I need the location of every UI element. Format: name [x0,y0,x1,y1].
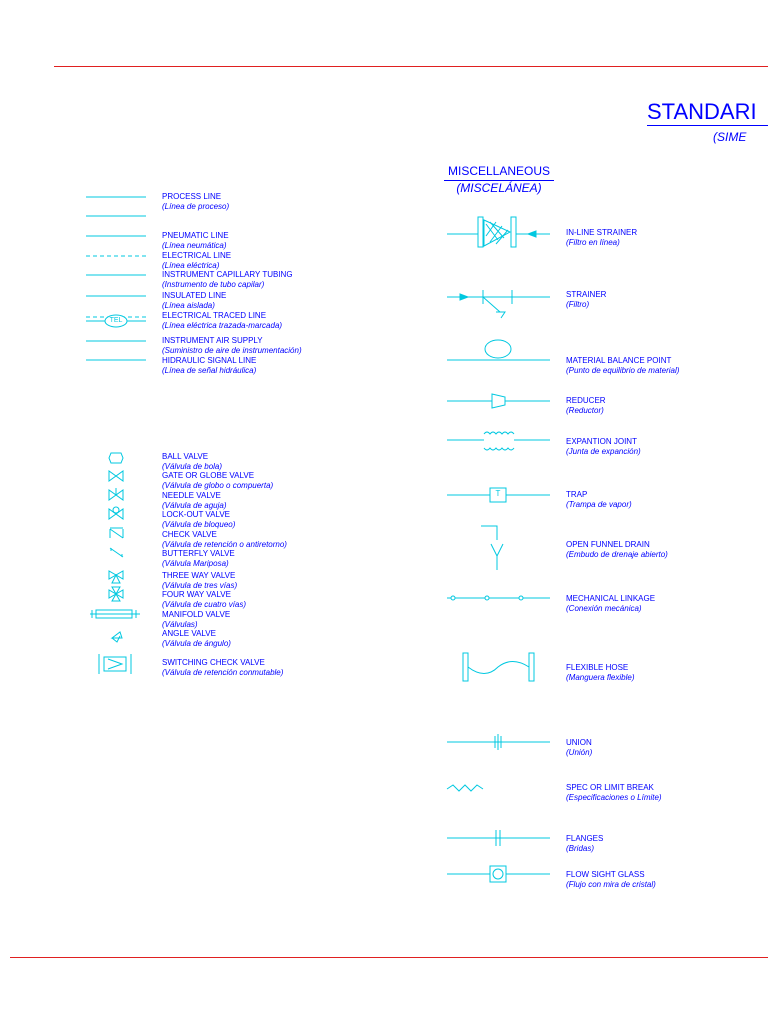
label-manifold-valve: MANIFOLD VALVE (Válvulas) [162,610,231,629]
gate-valve-symbol [109,471,123,481]
label-pneumatic-line: PNEUMATIC LINE (Línea neumática) [162,231,229,250]
lock-out-valve-symbol [109,507,123,519]
union-symbol [447,734,550,750]
process-line-symbol [86,197,146,216]
label-spec-limit-break: SPEC OR LIMIT BREAK (Especificaciones o Límite) [566,783,662,802]
trap-tag: T [495,489,501,498]
flow-sight-glass-symbol [447,866,550,882]
expansion-joint-symbol [447,432,550,450]
spec-limit-break-symbol [447,785,483,791]
label-angle-valve: ANGLE VALVE (Válvula de ángulo) [162,629,231,648]
label-trap: TRAP (Trampa de vapor) [566,490,632,509]
label-material-balance-point: MATERIAL BALANCE POINT (Punto de equilibrio de material) [566,356,680,375]
reducer-symbol [447,394,550,408]
needle-valve-symbol [109,488,123,500]
traced-line-tag: TEL [109,317,123,324]
label-expansion-joint: EXPANTION JOINT (Junta de expanción) [566,437,641,456]
label-insulated-line: INSULATED LINE (Línea aislada) [162,291,227,310]
label-needle-valve: NEEDLE VALVE (Válvula de aguja) [162,491,227,510]
label-hidraulic-signal-line: HIDRAULIC SIGNAL LINE (Línea de señal hidráulica) [162,356,257,375]
flanges-symbol [447,830,550,846]
page-subtitle: (SIME [713,130,747,144]
label-reducer: REDUCER (Reductor) [566,396,606,415]
angle-valve-symbol [112,632,122,642]
three-way-valve-symbol [109,571,123,583]
label-lock-out-valve: LOCK-OUT VALVE (Válvula de bloqueo) [162,510,236,529]
label-electrical-traced-line: ELECTRICAL TRACED LINE (Línea eléctrica trazada-marcada) [162,311,283,330]
label-switching-check-valve: SWITCHING CHECK VALVE (Válvula de retención conmutable) [162,658,284,677]
mechanical-linkage-symbol [447,596,550,600]
label-instrument-air-supply: INSTRUMENT AIR SUPPLY (Suministro de aire de instrumentación) [162,336,302,355]
label-check-valve: CHECK VALVE (Válvula de retención o antiretorno) [162,530,287,549]
flexible-hose-symbol [463,653,534,681]
label-flanges: FLANGES (Bridas) [566,834,604,853]
label-ball-valve: BALL VALVE (Válvula de bola) [162,452,223,471]
manifold-valve-symbol [90,610,140,618]
misc-section-title: MISCELLANEOUS [447,164,551,178]
switching-check-valve-symbol [99,654,131,674]
label-three-way-valve: THREE WAY VALVE (Válvula de tres vías) [162,571,238,590]
label-flow-sight-glass: FLOW SIGHT GLASS (Flujo con mira de cristal) [566,870,656,889]
label-four-way-valve: FOUR WAY VALVE (Válvula de cuatro vías) [162,590,247,609]
label-electrical-line: ELECTRICAL LINE (Línea eléctrica) [162,251,232,270]
label-in-line-strainer: IN-LINE STRAINER (Filtro en línea) [566,228,638,247]
misc-section-subtitle: (MISCELÁNEA) [456,181,542,195]
label-mechanical-linkage: MECHANICAL LINKAGE (Conexión mecánica) [566,594,656,613]
strainer-symbol [447,290,550,318]
label-open-funnel-drain: OPEN FUNNEL DRAIN (Embudo de drenaje abierto) [566,540,668,559]
open-funnel-drain-symbol [481,526,503,570]
material-balance-point-symbol [447,340,550,360]
four-way-valve-symbol [109,587,123,601]
label-butterfly-valve: BUTTERFLY VALVE (Válvula Mariposa) [162,549,235,568]
butterfly-valve-symbol [110,548,123,557]
check-valve-symbol [110,528,123,538]
label-union: UNION (Unión) [566,738,593,757]
in-line-strainer-symbol [447,217,550,247]
page-title: STANDARI [647,99,757,124]
label-strainer: STRAINER (Filtro) [566,290,607,309]
label-capillary-tubing: INSTRUMENT CAPILLARY TUBING (Instrumento de tubo capilar) [162,270,293,289]
label-gate-globe-valve: GATE OR GLOBE VALVE (Válvula de globo o compuerta) [162,471,274,490]
ball-valve-symbol [109,453,123,463]
label-flexible-hose: FLEXIBLE HOSE (Manguera flexible) [566,663,635,682]
label-process-line: PROCESS LINE (Línea de proceso) [162,192,230,211]
